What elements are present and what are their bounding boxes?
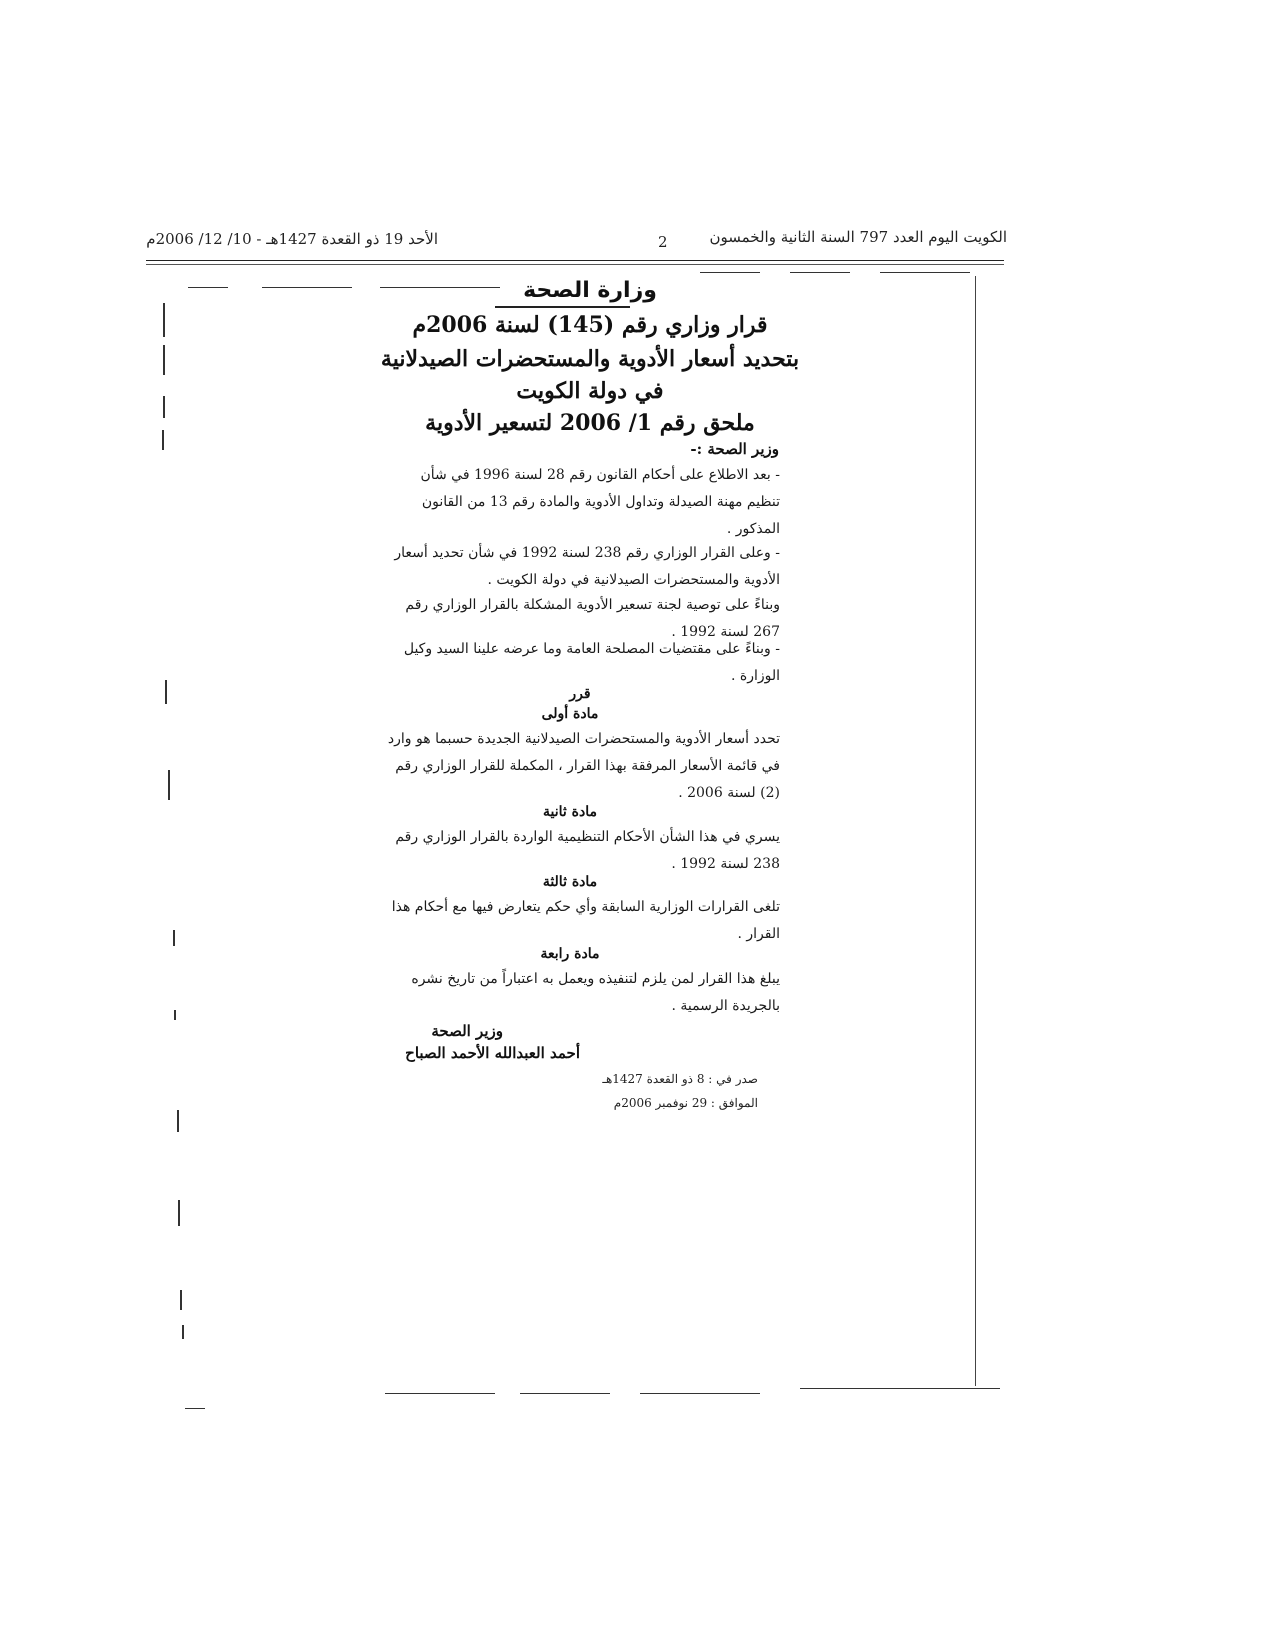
frame-bottom-dash [185,1408,205,1409]
margin-mark [168,770,170,800]
frame-top-dash [790,272,850,273]
frame-bottom-dash [385,1393,495,1394]
article-text: تلغى القرارات الوزارية السابقة وأي حكم يتعارض فيها مع أحكام هذا القرار . [391,899,780,942]
preamble-paragraph: - وعلى القرار الوزاري رقم 238 لسنة 1992 في شأن تحديد أسعار الأدوية والمستحضرات الصيدلانية في دولة الكويت . [394,545,780,588]
header-page-number: 2 [658,233,668,251]
minister-intro: وزير الصحة :- [690,440,779,458]
frame-bottom-dash [520,1393,610,1394]
margin-mark [180,1290,182,1310]
preamble-paragraph: - وبناءً على مقتضيات المصلحة العامة وما عرضه علينا السيد وكيل الوزارة . [403,641,780,684]
corresponding-date: الموافق : 29 نوفمبر 2006م [613,1096,758,1110]
frame-bottom-dash [640,1393,760,1394]
issued-date: صدر في : 8 ذو القعدة 1427هـ [602,1072,758,1086]
margin-mark [174,1010,176,1020]
margin-mark [163,303,165,337]
frame-top-dash [262,287,352,288]
header-rule-lower [146,264,1004,265]
margin-mark [165,680,167,704]
margin-mark [173,930,175,946]
frame-right-line [975,276,976,1386]
article-text: يسري في هذا الشأن الأحكام التنظيمية الواردة بالقرار الوزاري رقم 238 لسنة 1992 . [395,829,780,872]
frame-top-dash [880,272,970,273]
article-text: يبلغ هذا القرار لمن يلزم لتنفيذه ويعمل به اعتباراً من تاريخ نشره بالجريدة الرسمية . [411,971,780,1014]
article-heading: مادة ثانية [543,804,597,820]
margin-mark [162,430,164,450]
signature-title: وزير الصحة [431,1022,503,1040]
margin-mark [182,1325,184,1339]
frame-bottom-dash [800,1388,1000,1389]
article-heading: مادة رابعة [540,946,600,962]
ministry-underline [495,306,630,308]
margin-mark [177,1110,179,1132]
frame-top-dash [700,272,760,273]
margin-mark [163,396,165,418]
decree-subject-line2: في دولة الكويت [516,378,664,404]
ministry-title: وزارة الصحة [523,278,657,303]
decree-subject-line1: بتحديد أسعار الأدوية والمستحضرات الصيدلانية [380,346,800,372]
article-text: تحدد أسعار الأدوية والمستحضرات الصيدلانية الجديدة حسبما هو وارد في قائمة الأسعار المرفقة بهذا القرار ، المكملة للقرار الوزاري رقم (2) لسنة 2006 . [387,731,780,801]
article-heading: مادة أولى [541,706,599,722]
decree-title: قرار وزاري رقم (145) لسنة 2006م [412,312,768,338]
article-heading: مادة ثالثة [542,874,598,890]
annex-title: ملحق رقم 1/ 2006 لتسعير الأدوية [425,410,755,436]
frame-top-dash [188,287,228,288]
header-rule [146,260,1004,261]
signature-name: أحمد العبدالله الأحمد الصباح [405,1044,580,1062]
header-date: الأحد 19 ذو القعدة 1427هـ - 10/ 12/ 2006م [146,230,438,248]
preamble-paragraph: وبناءً على توصية لجنة تسعير الأدوية المشكلة بالقرار الوزاري رقم 267 لسنة 1992 . [405,597,780,640]
decided-heading: قرر [569,686,591,702]
margin-mark [163,345,165,375]
header-publication: الكويت اليوم العدد 797 السنة الثانية والخمسون [709,228,1007,246]
preamble-paragraph: - بعد الاطلاع على أحكام القانون رقم 28 لسنة 1996 في شأن تنظيم مهنة الصيدلة وتداول الأدوية والمادة رقم 13 من القانون المذكور . [420,467,780,537]
margin-mark [178,1200,180,1226]
